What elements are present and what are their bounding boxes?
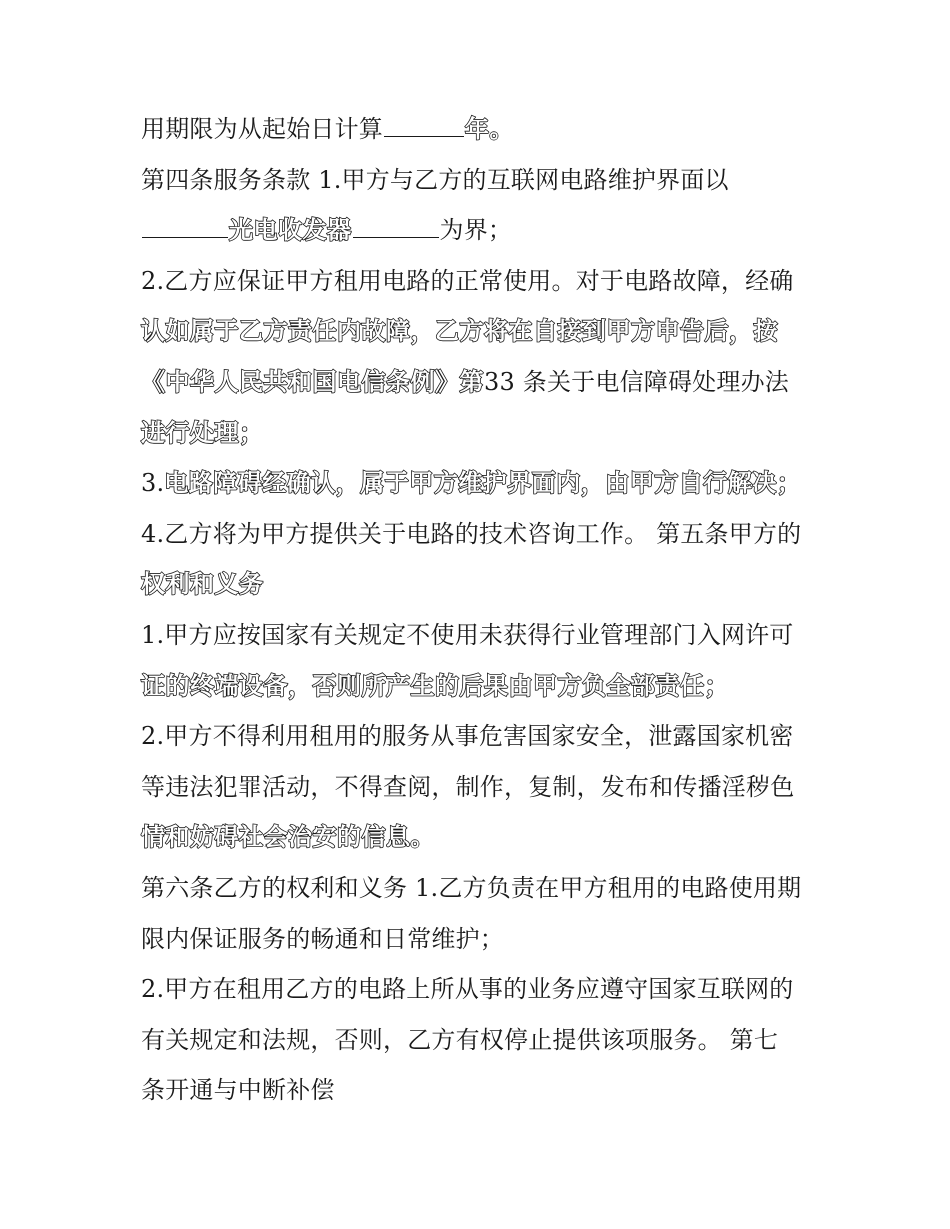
text-segment: 等违法犯罪活动，不得查阅，制作，复制，发布和传播淫秽色 — [141, 772, 795, 801]
text-line — [141, 964, 821, 1015]
outlined-text-segment: 进行处理； — [141, 418, 264, 447]
outlined-text-segment: 年。 — [465, 115, 514, 143]
text-line — [141, 661, 821, 712]
text-line — [141, 104, 821, 155]
text-line — [141, 863, 821, 914]
text-line — [141, 256, 821, 307]
text-line — [141, 458, 821, 509]
fill-in-blank — [142, 215, 228, 238]
text-line — [141, 762, 821, 813]
outlined-text-segment: 证的终端设备，否则所产生的后果由甲方负全部责任； — [141, 671, 729, 700]
fill-in-blank — [384, 114, 464, 137]
outlined-text-segment: 认如属于乙方责任内故障，乙方将在自接到甲方申告后，按 — [141, 317, 778, 346]
text-line — [141, 509, 821, 560]
text-line — [141, 205, 821, 256]
text-segment: 用期限为从起始日计算 — [141, 115, 383, 143]
outlined-text-segment: 《中华人民共和国电信条例》第 — [141, 367, 484, 396]
outlined-text-segment: 光电收发器 — [229, 216, 352, 245]
text-segment: 第六条乙方的权利和义务 1.乙方负责在甲方租用的电路使用期 — [141, 873, 802, 902]
outlined-text-segment: 电路障碍经确认，属于甲方维护界面内，由甲方自行解决； — [164, 469, 802, 498]
text-segment: 4.乙方将为甲方提供关于电路的技术咨询工作。 第五条甲方的 — [141, 519, 802, 548]
text-segment: 3. — [141, 469, 165, 498]
text-segment: 2.甲方不得利用租用的服务从事危害国家安全，泄露国家机密 — [141, 722, 794, 751]
document-page — [141, 104, 821, 1116]
text-line — [141, 155, 821, 206]
text-segment: 条开通与中断补偿 — [141, 1076, 335, 1105]
outlined-text-segment: 权利和义务 — [141, 570, 264, 599]
text-line — [141, 914, 821, 965]
text-segment: 第四条服务条款 1.甲方与乙方的互联网电路维护界面以 — [141, 165, 729, 194]
text-segment: 有关规定和法规，否则，乙方有权停止提供该项服务。 第七 — [141, 1025, 779, 1054]
text-line — [141, 1015, 821, 1066]
text-segment: 2.甲方在租用乙方的电路上所从事的业务应遵守国家互联网的 — [141, 975, 794, 1004]
text-line — [141, 357, 821, 408]
text-segment: 限内保证服务的畅通和日常维护； — [141, 924, 504, 953]
text-segment: 为界； — [439, 216, 513, 245]
text-segment: 1.甲方应按国家有关规定不使用未获得行业管理部门入网许可 — [141, 620, 794, 649]
text-line — [141, 711, 821, 762]
text-line — [141, 812, 821, 863]
text-line — [141, 306, 821, 357]
text-line — [141, 610, 821, 661]
fill-in-blank — [353, 215, 439, 238]
text-line — [141, 1065, 821, 1116]
text-segment: 33 条关于电信障碍处理办法 — [484, 367, 789, 396]
text-line — [141, 408, 821, 459]
outlined-text-segment: 情和妨碍社会治安的信息。 — [141, 823, 435, 852]
text-line — [141, 559, 821, 610]
text-segment: 2.乙方应保证甲方租用电路的正常使用。对于电路故障，经确 — [141, 266, 794, 295]
